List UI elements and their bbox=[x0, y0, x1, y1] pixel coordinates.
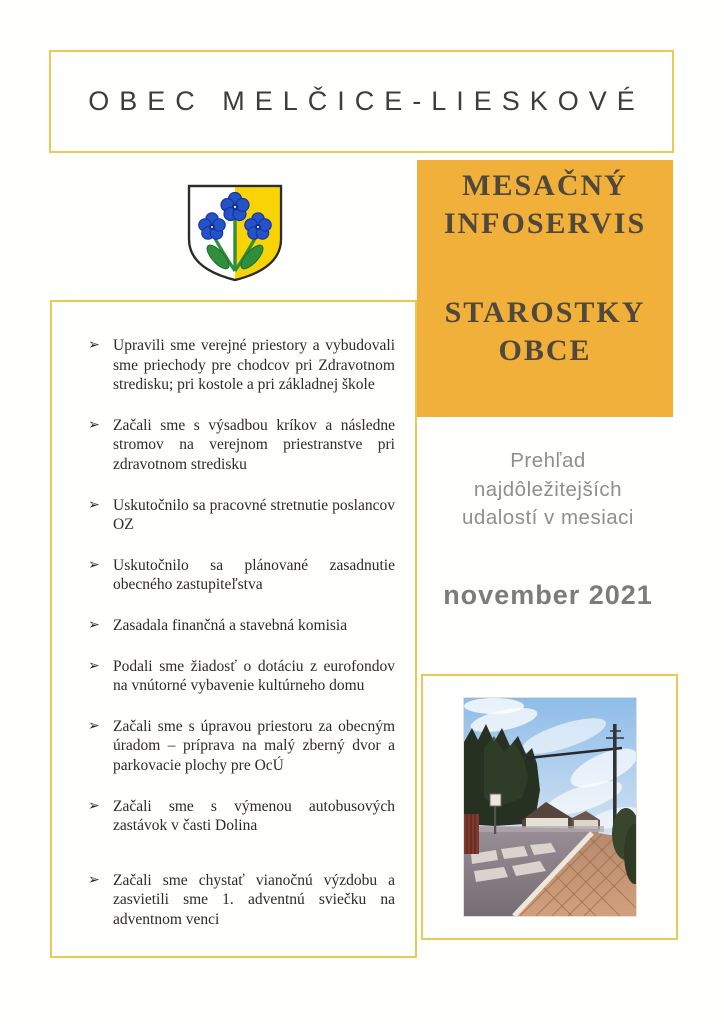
coat-of-arms-image bbox=[186, 183, 284, 284]
event-item bbox=[88, 871, 395, 930]
event-item bbox=[88, 797, 395, 836]
event-text: Podali sme žiadosť o dotáciu z eurofondov na vnútorné vybavenie kultúrneho domu bbox=[113, 657, 395, 695]
bullet-arrow-icon: ➢ bbox=[88, 872, 100, 888]
event-item bbox=[88, 616, 395, 636]
overview-section bbox=[418, 417, 678, 674]
event-item bbox=[88, 556, 395, 595]
masthead-line-4: OBCE bbox=[498, 334, 592, 367]
masthead-line-1: MESAČNÝ bbox=[462, 169, 628, 202]
overview-line-2: najdôležitejších bbox=[473, 477, 623, 501]
event-text: Upravili sme verejné priestory a vybudovali sme priechody pre chodcov pri Zdravotnom stredisku; pri kostole a pri základnej škole bbox=[113, 337, 395, 394]
event-item bbox=[88, 336, 395, 395]
events-box bbox=[50, 300, 417, 958]
event-item bbox=[88, 416, 395, 475]
photo-box bbox=[421, 674, 678, 940]
bullet-arrow-icon: ➢ bbox=[88, 798, 100, 814]
masthead bbox=[417, 160, 673, 417]
header-box bbox=[49, 50, 674, 153]
bullet-arrow-icon: ➢ bbox=[88, 617, 100, 633]
event-item bbox=[88, 657, 395, 696]
page-title: OBEC MELČICE-LIESKOVÉ bbox=[88, 86, 645, 116]
event-text: Začali sme s výmenou autobusových zastávok v časti Dolina bbox=[113, 797, 395, 835]
coat-of-arms-icon bbox=[186, 183, 284, 284]
event-text: Začali sme chystať vianočnú výzdobu a zasvietili sme 1. adventnú sviečku na adventnom venci bbox=[113, 871, 395, 928]
bullet-arrow-icon: ➢ bbox=[88, 338, 100, 353]
overview-line-3: udalostí v mesiaci bbox=[462, 506, 634, 529]
bullet-arrow-icon: ➢ bbox=[88, 718, 100, 734]
event-text: Zasadala finančná a stavebná komisia bbox=[113, 616, 348, 634]
masthead-line-3: STAROSTKY bbox=[444, 296, 646, 329]
bullet-arrow-icon: ➢ bbox=[88, 497, 100, 513]
issue-date: november 2021 bbox=[443, 579, 653, 610]
masthead-line-2: INFOSERVIS bbox=[443, 207, 647, 240]
bullet-arrow-icon: ➢ bbox=[88, 658, 100, 674]
event-text: Začali sme s úpravou priestoru za obecným úradom – príprava na malý zberný dvor a parkovacie plochy pre OcÚ bbox=[113, 717, 395, 774]
event-item bbox=[88, 496, 395, 535]
overview-line-1: Prehľad bbox=[510, 449, 586, 472]
event-text: Uskutočnilo sa pracovné stretnutie poslancov OZ bbox=[113, 496, 395, 534]
event-text: Uskutočnilo sa plánované zasadnutie obecného zastupiteľstva bbox=[113, 556, 395, 594]
event-item bbox=[88, 717, 395, 776]
bullet-arrow-icon: ➢ bbox=[88, 417, 100, 433]
events-list bbox=[52, 302, 415, 929]
bullet-arrow-icon: ➢ bbox=[88, 557, 100, 573]
street-photo-image bbox=[464, 698, 636, 916]
event-text: Začali sme s výsadbou kríkov a následne stromov na verejnom priestranstve pri zdravotnom stredisku bbox=[113, 416, 395, 473]
